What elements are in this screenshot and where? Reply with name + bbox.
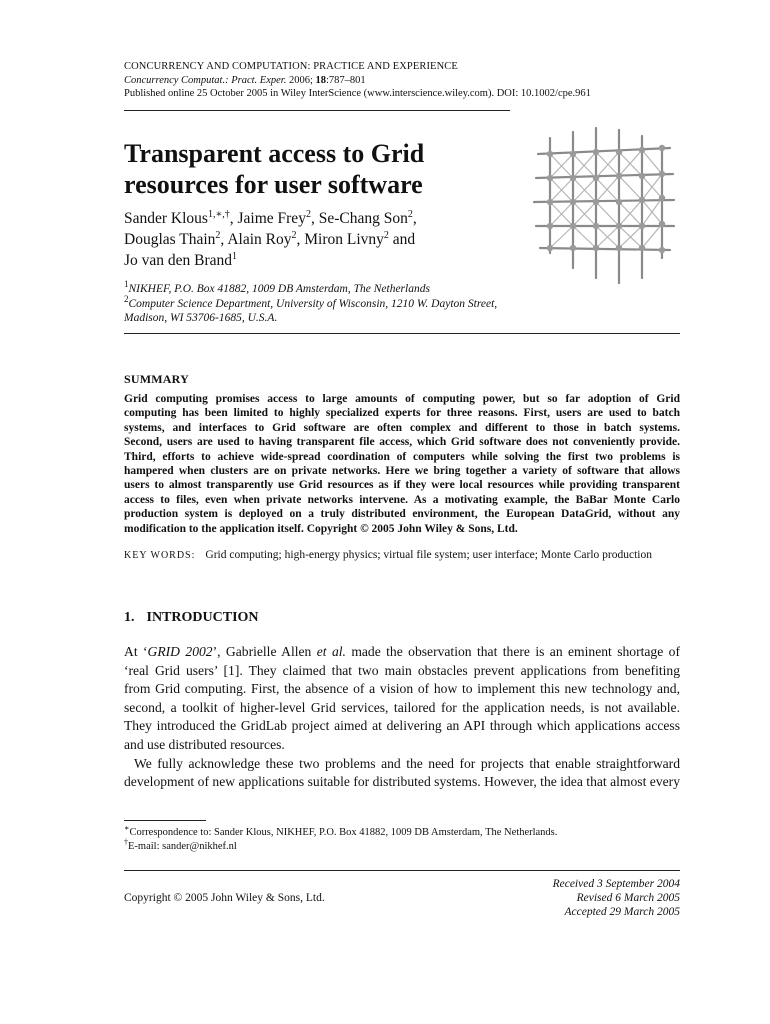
summary-line: Third, efforts to achieve wide-spread coordination of computers while solving the first two problems is — [124, 450, 680, 463]
paper-title — [124, 138, 504, 200]
citation-pages: :787–801 — [326, 74, 366, 86]
citation-abbrev: Concurrency Computat.: Pract. Exper. — [124, 74, 287, 86]
section-title: INTRODUCTION — [146, 610, 259, 625]
accepted-date: Accepted 29 March 2005 — [564, 906, 680, 918]
author-affil-mark: 1 — [232, 250, 238, 262]
title-block-rule — [124, 333, 680, 334]
author-name: Alain Roy — [227, 231, 292, 248]
author-line-2: Douglas Thain$^2$, Alain Roy$^2$, Miron Livny$^2$ and — [124, 229, 416, 248]
body-line: We fully acknowledge these two problems and the need for projects that enable straightforward — [134, 755, 680, 771]
author-list — [124, 208, 524, 271]
author-name: Jo van den Brand — [124, 252, 233, 269]
keywords-label: KEY WORDS: — [124, 550, 196, 561]
body-line: development of new applications suitable for distributed systems. However, the idea that almost every — [124, 774, 680, 790]
affiliations — [124, 279, 544, 326]
section-number: 1. — [124, 610, 135, 625]
received-date: Received 3 September 2004 — [552, 878, 680, 890]
footnote-mark: † — [124, 837, 128, 847]
journal-citation — [124, 74, 684, 88]
author-affil-mark: 1,∗,† — [207, 208, 230, 220]
author-affil-mark: 2 — [383, 229, 389, 241]
author-line-3 — [124, 250, 524, 271]
author-name: Sander Klous — [124, 210, 208, 227]
revised-date: Revised 6 March 2005 — [576, 892, 680, 904]
affiliation-1: $^1$NIKHEF, P.O. Box 41882, 1009 DB Amsterdam, The Netherlands — [124, 279, 430, 295]
footer-rule — [124, 870, 680, 871]
footnote-email: †E-mail: sander@nikhef.nl — [124, 837, 237, 852]
citation-year: 2006; — [288, 74, 313, 86]
body-line: and use distributed resources. — [124, 736, 285, 752]
footnote-rule — [124, 820, 206, 821]
summary-line: systems, and interfaces to Grid software are often complex and different to those in batch systems. — [124, 421, 680, 434]
summary-heading: SUMMARY — [124, 372, 189, 386]
author-name: Se-Chang Son — [318, 210, 408, 227]
author-name: Jaime Frey — [237, 210, 306, 227]
grid-lattice-logo-icon — [528, 118, 678, 290]
footnotes — [124, 823, 680, 854]
author-name: Douglas Thain — [124, 231, 216, 248]
footnote-correspondence: ∗Correspondence to: Sander Klous, NIKHEF, P.O. Box 41882, 1009 DB Amsterdam, The Netherlands. — [124, 823, 558, 838]
affiliation-2-cont: Madison, WI 53706-1685, U.S.A. — [124, 312, 278, 324]
body-line: from Grid computing. First, the absence of a vision of how to implement this new technology and, — [124, 681, 680, 697]
title-line-2: resources for user software — [124, 170, 423, 199]
submission-dates — [420, 877, 680, 919]
header-rule — [124, 110, 510, 111]
body-line: ‘real Grid users’ [1]. They claimed that two main obstacles prevent applications from benefiting — [124, 662, 680, 678]
body-line: second, a toolkit of higher-level Grid services, tailored for the application needs, is not available. — [124, 699, 680, 715]
author-affil-mark: 2 — [305, 208, 311, 220]
summary-line: computing has been limited to highly specialized experts for three reasons. First, users are used to batch — [124, 407, 680, 420]
author-line-1: Sander Klous$^{1,∗,\dagger}$, Jaime Frey$^2$, Se-Chang Son$^2$, — [124, 208, 417, 227]
citation-volume: 18 — [315, 74, 327, 86]
section-heading-introduction — [124, 610, 259, 626]
author-affil-mark: 2 — [215, 229, 221, 241]
summary-line: modification to the application itself. Copyright © 2005 John Wiley & Sons, Ltd. — [124, 522, 518, 535]
author-name: Miron Livny — [304, 231, 384, 248]
author-affil-mark: 2 — [407, 208, 413, 220]
body-line: At ‘GRID 2002’, Gabrielle Allen et al. made the observation that there is an eminent shortage of — [124, 644, 680, 659]
introduction-body — [124, 643, 680, 792]
summary-line: hampered when clusters are on private networks. Here we bring together a variety of software that allows — [124, 465, 680, 478]
journal-header — [124, 60, 684, 101]
published-line: Published online 25 October 2005 in Wiley InterScience (www.interscience.wiley.com). DOI: 10.1002/cpe.961 — [124, 88, 591, 99]
summary-line: Grid computing promises access to large amounts of computing power, but so far adoption of Grid — [124, 393, 680, 405]
affiliation-mark: 2 — [124, 293, 129, 304]
copyright-notice: Copyright © 2005 John Wiley & Sons, Ltd. — [124, 892, 325, 904]
title-line-1: Transparent access to Grid — [124, 139, 425, 168]
summary-line: Second, users are used to having transparent file access, which Grid software does not conveniently provide. — [124, 436, 680, 449]
keywords — [124, 548, 680, 563]
summary-line: production system is deployed on a truly distributed environment, the European DataGrid, without any — [124, 508, 680, 521]
affiliation-2: $^2$Computer Science Department, University of Wisconsin, 1210 W. Dayton Street, — [124, 293, 498, 310]
journal-name: CONCURRENCY AND COMPUTATION: PRACTICE AND EXPERIENCE — [124, 61, 458, 72]
author-affil-mark: 2 — [291, 229, 297, 241]
keywords-text: Grid computing; high-energy physics; virtual file system; user interface; Monte Carlo production — [205, 549, 652, 561]
summary-line: access to files, even when private networks intervene. As a motivating example, the BaBar Monte Carlo — [124, 493, 680, 506]
summary-abstract — [124, 392, 680, 536]
affiliation-mark: 1 — [124, 279, 129, 290]
body-line: They introduced the GridLab project aimed at delivering an API through which applications access — [124, 718, 680, 734]
footnote-mark: ∗ — [124, 823, 130, 833]
summary-line: users to almost transparently use Grid resources as if they were local resources while providing transparent — [124, 479, 680, 492]
